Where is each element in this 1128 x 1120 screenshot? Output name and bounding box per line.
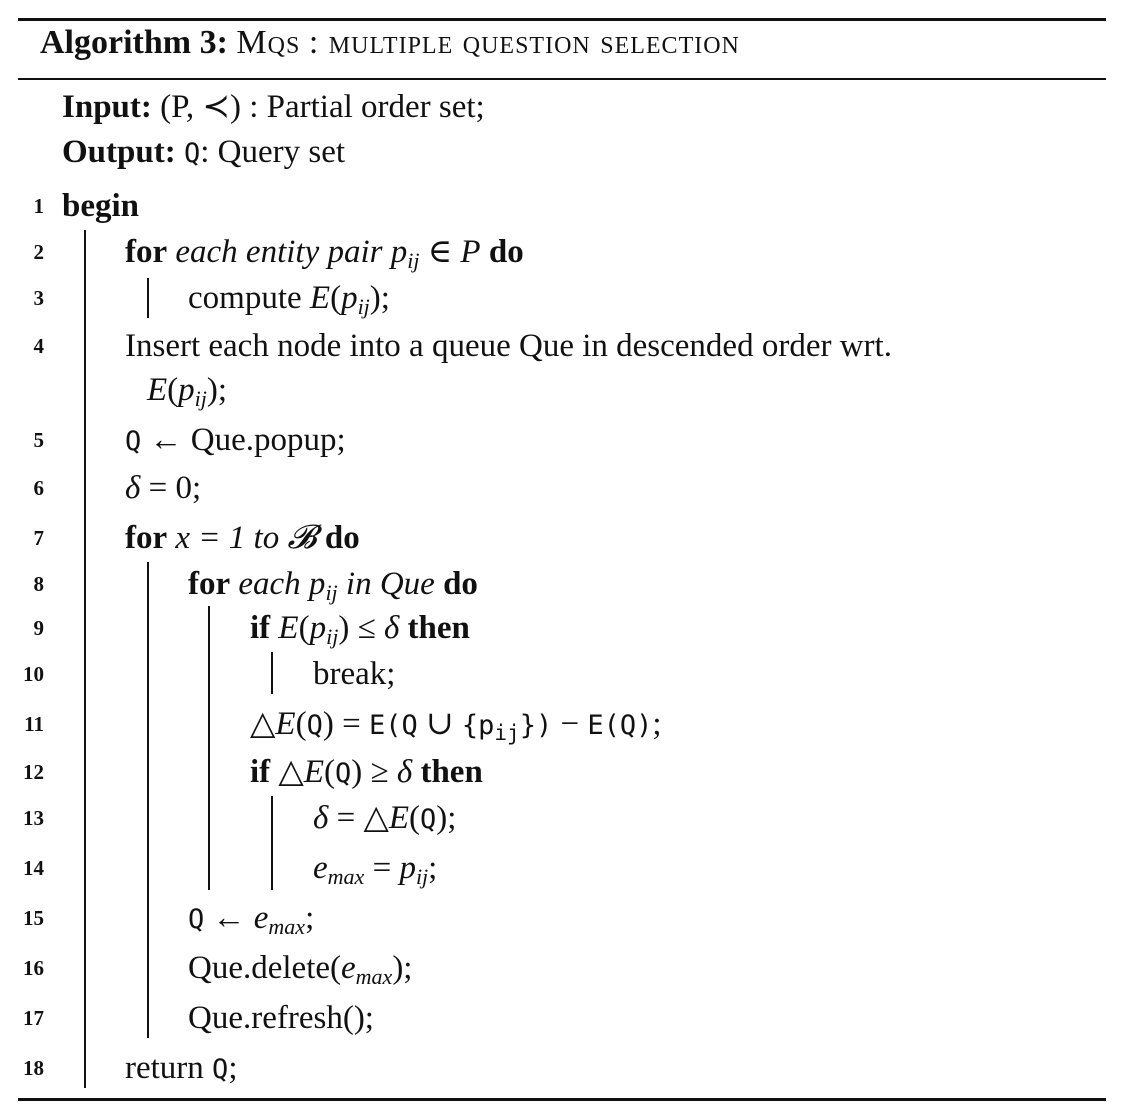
code-line-17 <box>0 996 1128 1040</box>
output-line <box>62 134 345 171</box>
input-text: (P, ≺) : Partial order set; <box>160 89 485 125</box>
bottom-rule <box>18 1098 1106 1101</box>
code-line-11 <box>0 702 1128 746</box>
line-number: 6 <box>33 476 44 500</box>
line-number: 15 <box>23 906 44 930</box>
code-line-12 <box>0 750 1128 794</box>
line-number: 16 <box>23 956 44 980</box>
line-number: 10 <box>23 662 44 686</box>
line-number: 17 <box>23 1006 44 1030</box>
code-line-10 <box>0 652 1128 696</box>
code-line-5 <box>0 418 1128 462</box>
code-line-16 <box>0 946 1128 990</box>
line-code: break; <box>313 656 396 692</box>
line-number: 2 <box>33 240 44 264</box>
line-number: 8 <box>33 572 44 596</box>
algorithm-label: Algorithm 3: <box>40 24 228 61</box>
algorithm-title <box>40 24 740 62</box>
line-number: 3 <box>33 286 44 310</box>
line-code: $E(p_{ij})$; <box>147 372 228 411</box>
line-code: compute $E(p_{ij})$; <box>188 280 390 319</box>
line-number: 13 <box>23 806 44 830</box>
scope-bar-begin <box>84 230 86 1088</box>
line-code: for x = 1 to 𝓑 do <box>125 520 360 556</box>
line-number: 7 <box>33 526 44 550</box>
line-code: △E(Q) = E(Q ∪ {pij}) − E(Q); <box>250 706 662 745</box>
scope-bar-for-2 <box>147 278 149 318</box>
line-number: 9 <box>33 616 44 640</box>
line-code: begin <box>62 188 140 224</box>
line-number: 11 <box>24 712 44 736</box>
line-code: Q ← Que.popup; <box>125 422 346 458</box>
input-line <box>62 86 485 126</box>
scope-bar-for-8 <box>208 606 210 890</box>
line-code: $e_{max} = p_{ij}$; <box>313 850 438 889</box>
algorithm-description: : multiple question selection <box>308 24 740 61</box>
scope-bar-for-7 <box>147 562 149 1038</box>
code-line-6 <box>0 466 1128 510</box>
line-code: return Q; <box>125 1050 238 1086</box>
line-code: $Que.delete(e_{max})$; <box>188 950 413 989</box>
code-line-14 <box>0 846 1128 890</box>
line-number: 18 <box>23 1056 44 1080</box>
code-line-1 <box>0 184 1128 228</box>
line-code: Insert each node into a queue Que in descended order wrt. <box>125 328 892 364</box>
line-number: 12 <box>23 760 44 784</box>
title-rule <box>18 78 1106 80</box>
line-code: Q ← $e_{max}$; <box>188 900 315 939</box>
line-code: δ = △E(Q); <box>313 800 457 836</box>
line-code: for each $p_{ij}$ in Que do <box>188 566 478 605</box>
output-var: Q <box>183 138 201 169</box>
line-number: 4 <box>33 334 44 358</box>
code-line-8 <box>0 562 1128 606</box>
code-line-3 <box>0 276 1128 320</box>
scope-bar-if-9 <box>271 652 273 694</box>
input-label: Input: <box>62 89 152 125</box>
line-number: 1 <box>33 194 44 218</box>
code-line-13 <box>0 796 1128 840</box>
line-code: Que.refresh(); <box>188 1000 374 1036</box>
code-line-15 <box>0 896 1128 940</box>
top-rule <box>18 18 1106 21</box>
code-line-4 <box>0 324 1128 368</box>
line-number: 5 <box>33 428 44 452</box>
output-label: Output: <box>62 134 176 170</box>
line-code: for each entity pair $p_{ij}$ ∈ P do <box>125 234 524 273</box>
scope-bar-if-12 <box>271 796 273 890</box>
code-line-7 <box>0 516 1128 560</box>
line-number: 14 <box>23 856 44 880</box>
line-code: if △E(Q) ≥ δ then <box>250 754 483 790</box>
code-line-9 <box>0 606 1128 650</box>
code-line-2 <box>0 230 1128 274</box>
line-code: δ = 0; <box>125 470 202 506</box>
line-code: if $E(p_{ij}) \le \delta$ then <box>250 610 470 649</box>
code-line-4-cont <box>0 368 1128 412</box>
code-line-18 <box>0 1046 1128 1090</box>
output-text: : Query set <box>200 134 346 170</box>
algorithm-name: Mqs <box>236 24 301 61</box>
